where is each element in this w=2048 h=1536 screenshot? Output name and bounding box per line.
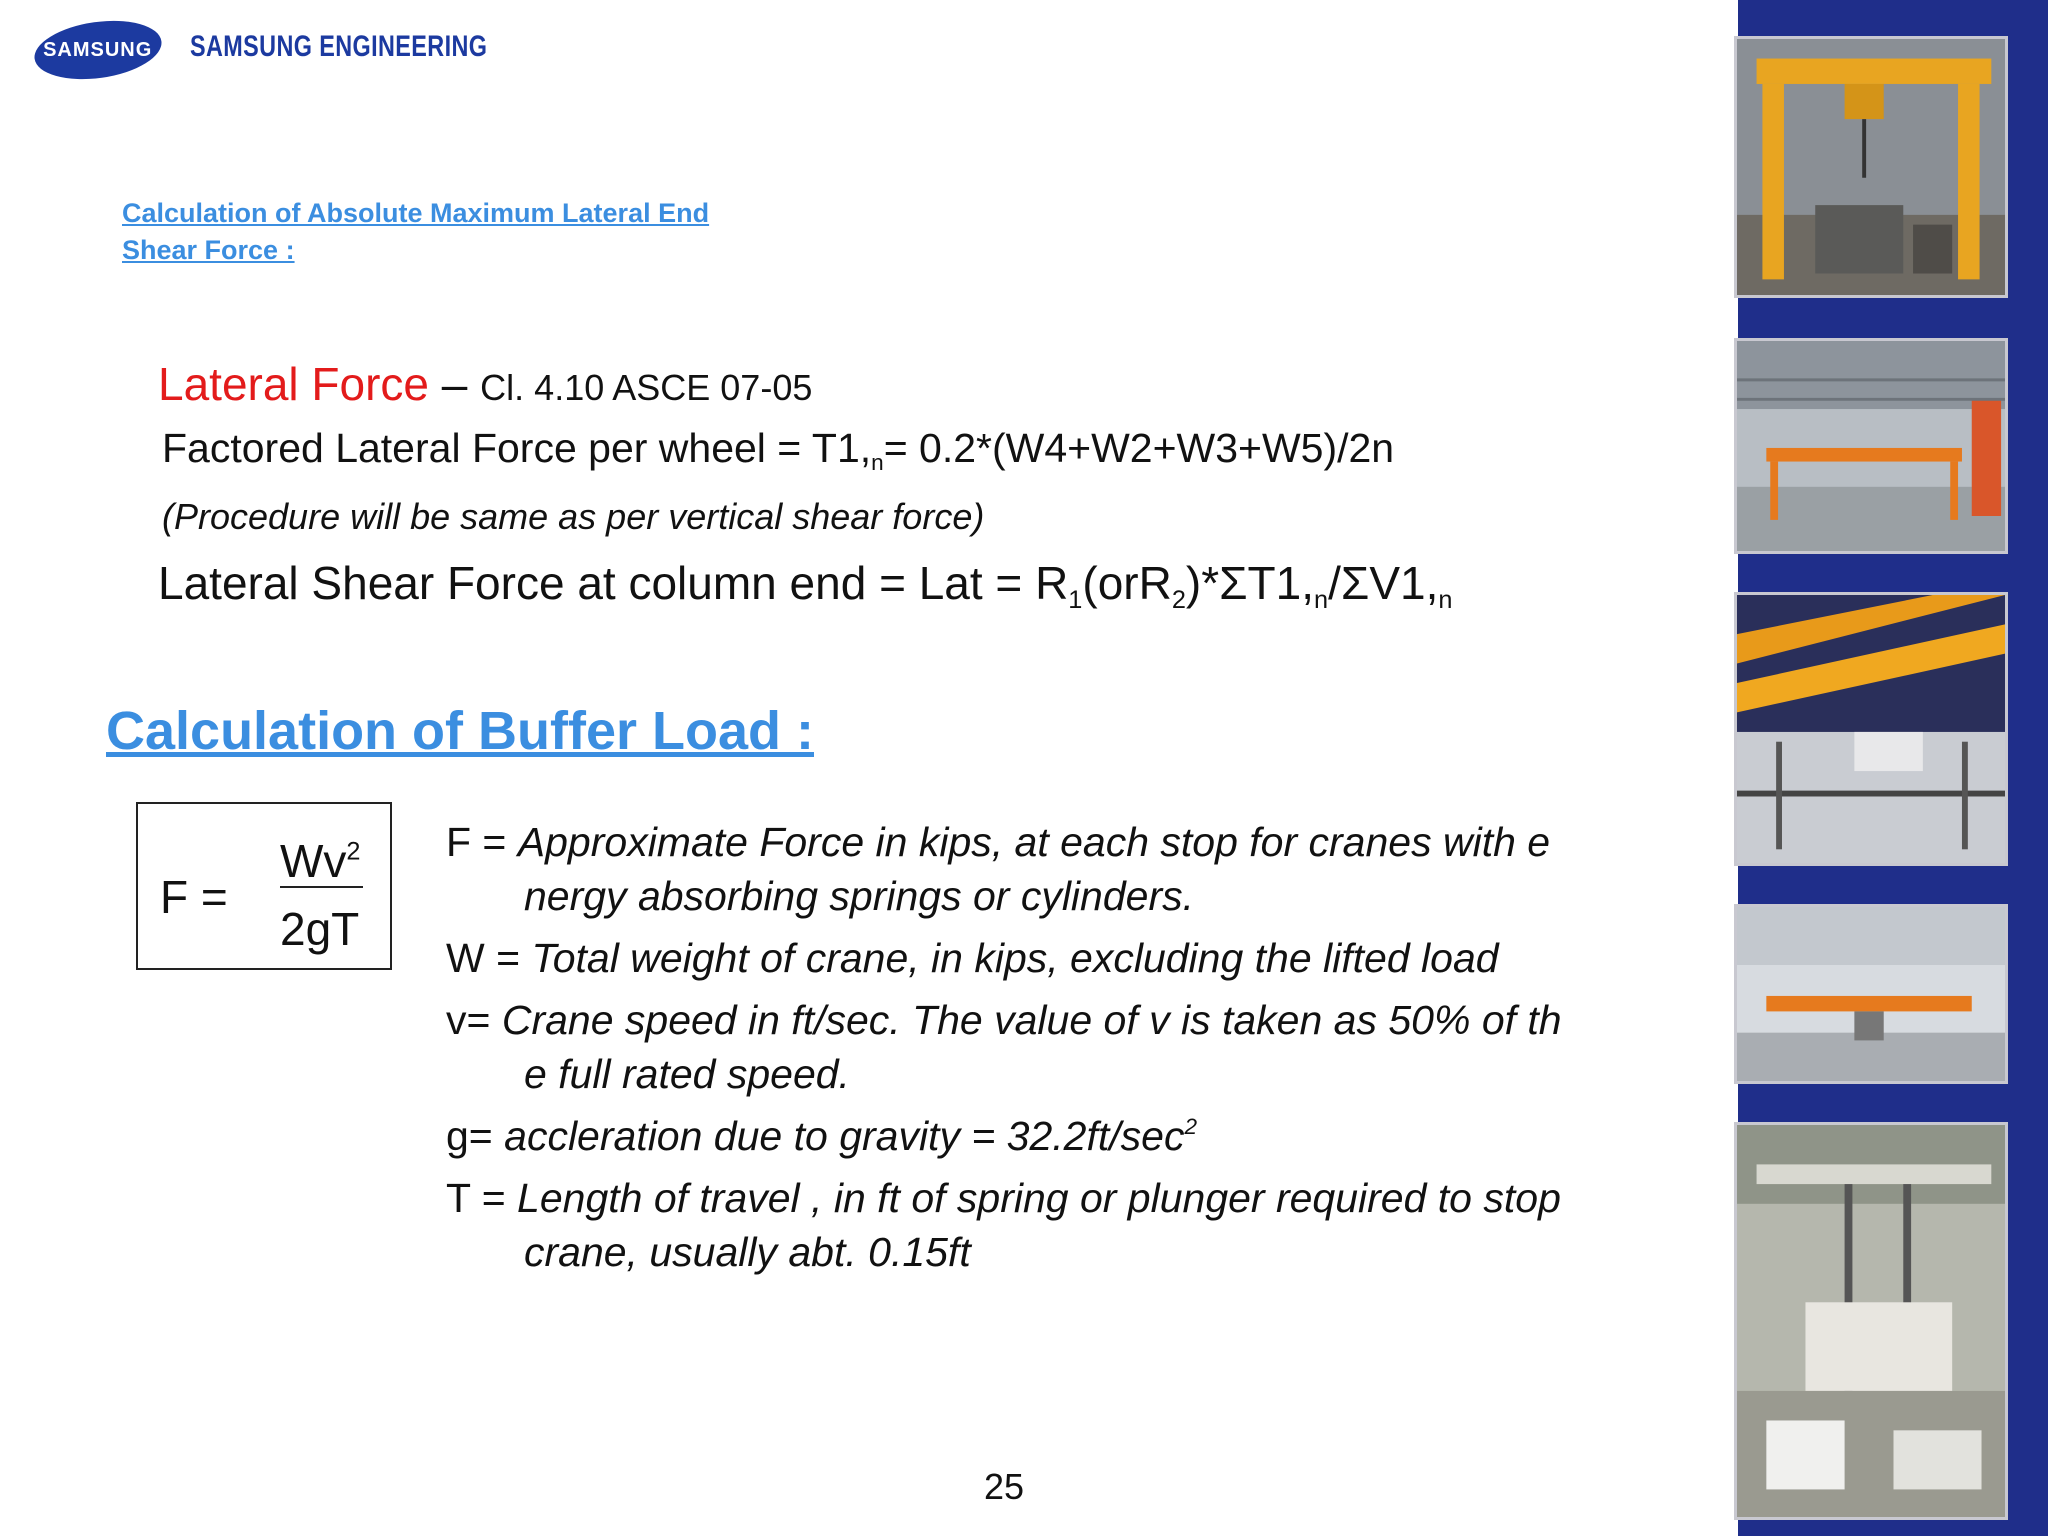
def-desc: Crane speed in ft/sec. The value of v is taken as 50% of th [501,997,1562,1043]
heading-line-1: Calculation of Absolute Maximum Lateral End [122,198,710,228]
def-cont: crane, usually abt. 0.15ft [524,1229,971,1275]
def-desc: Length of travel , in ft of spring or plunger required to stop [517,1175,1561,1221]
factored-text-a: Factored Lateral Force per wheel = T1, [162,425,872,471]
crane-trolley-photo [1734,1122,2008,1520]
definition-item [446,931,1686,985]
def-term: W = [446,935,532,981]
def-cont: nergy absorbing springs or cylinders. [524,873,1194,919]
def-desc: accleration due to gravity = 32.2ft/sec [504,1113,1185,1159]
lateral-dash: – [441,358,468,410]
def-cont: e full rated speed. [524,1051,850,1097]
crane-bay-photo [1734,904,2008,1084]
buffer-formula-box [136,802,392,970]
samsung-logo [31,13,166,86]
definition-item [446,815,1686,923]
buffer-load-heading: Calculation of Buffer Load : [106,701,814,761]
def-desc: Approximate Force in kips, at each stop for cranes with e [517,819,1551,865]
factored-sub: n [871,449,884,475]
variable-definitions [446,815,1686,1287]
lateral-force-line [158,357,812,411]
numerator-text: Wv [280,835,347,887]
factored-text-b: = 0.2*(W4+W2+W3+W5)/2n [883,425,1395,471]
def-term: g= [446,1113,505,1159]
def-term: v= [446,997,502,1043]
shear-sub1: 1 [1068,585,1083,614]
overhead-crane-photo [1734,592,2008,866]
lateral-ref: Cl. 4.10 ASCE 07-05 [480,367,813,408]
def-sup: 2 [1184,1114,1197,1140]
formula-numerator [280,836,363,888]
formula-lhs: F = [160,871,228,923]
heading-line-2: Shear Force : [122,235,295,265]
formula-denominator: 2gT [280,903,360,955]
logo-oval-text: SAMSUNG [43,38,153,61]
definition-item [446,1109,1686,1163]
factory-hall-crane-photo [1734,338,2008,554]
gantry-crane-photo [1734,36,2008,298]
shear-force-line [158,556,1453,614]
def-desc: Total weight of crane, in kips, excluding the lifted load [531,935,1499,981]
factored-force-line [162,425,1395,475]
definition-item [446,1171,1686,1279]
shear-sub3: n [1314,585,1329,614]
shear-sub2: 2 [1171,585,1186,614]
def-term: F = [446,819,518,865]
def-term: T = [446,1175,518,1221]
shear-b: (orR [1082,557,1172,609]
company-name: SAMSUNG ENGINEERING [190,30,488,63]
shear-sub4: n [1438,585,1453,614]
lateral-force-title: Lateral Force [158,358,430,410]
shear-c: )*ΣT1, [1185,557,1315,609]
page-number: 25 [984,1466,1025,1507]
definition-item [446,993,1686,1101]
procedure-note: (Procedure will be same as per vertical shear force) [162,496,985,537]
numerator-exp: 2 [346,837,361,866]
shear-d: /ΣV1, [1328,557,1439,609]
shear-a: Lateral Shear Force at column end = Lat = R [158,557,1069,609]
lateral-shear-heading [122,195,709,269]
